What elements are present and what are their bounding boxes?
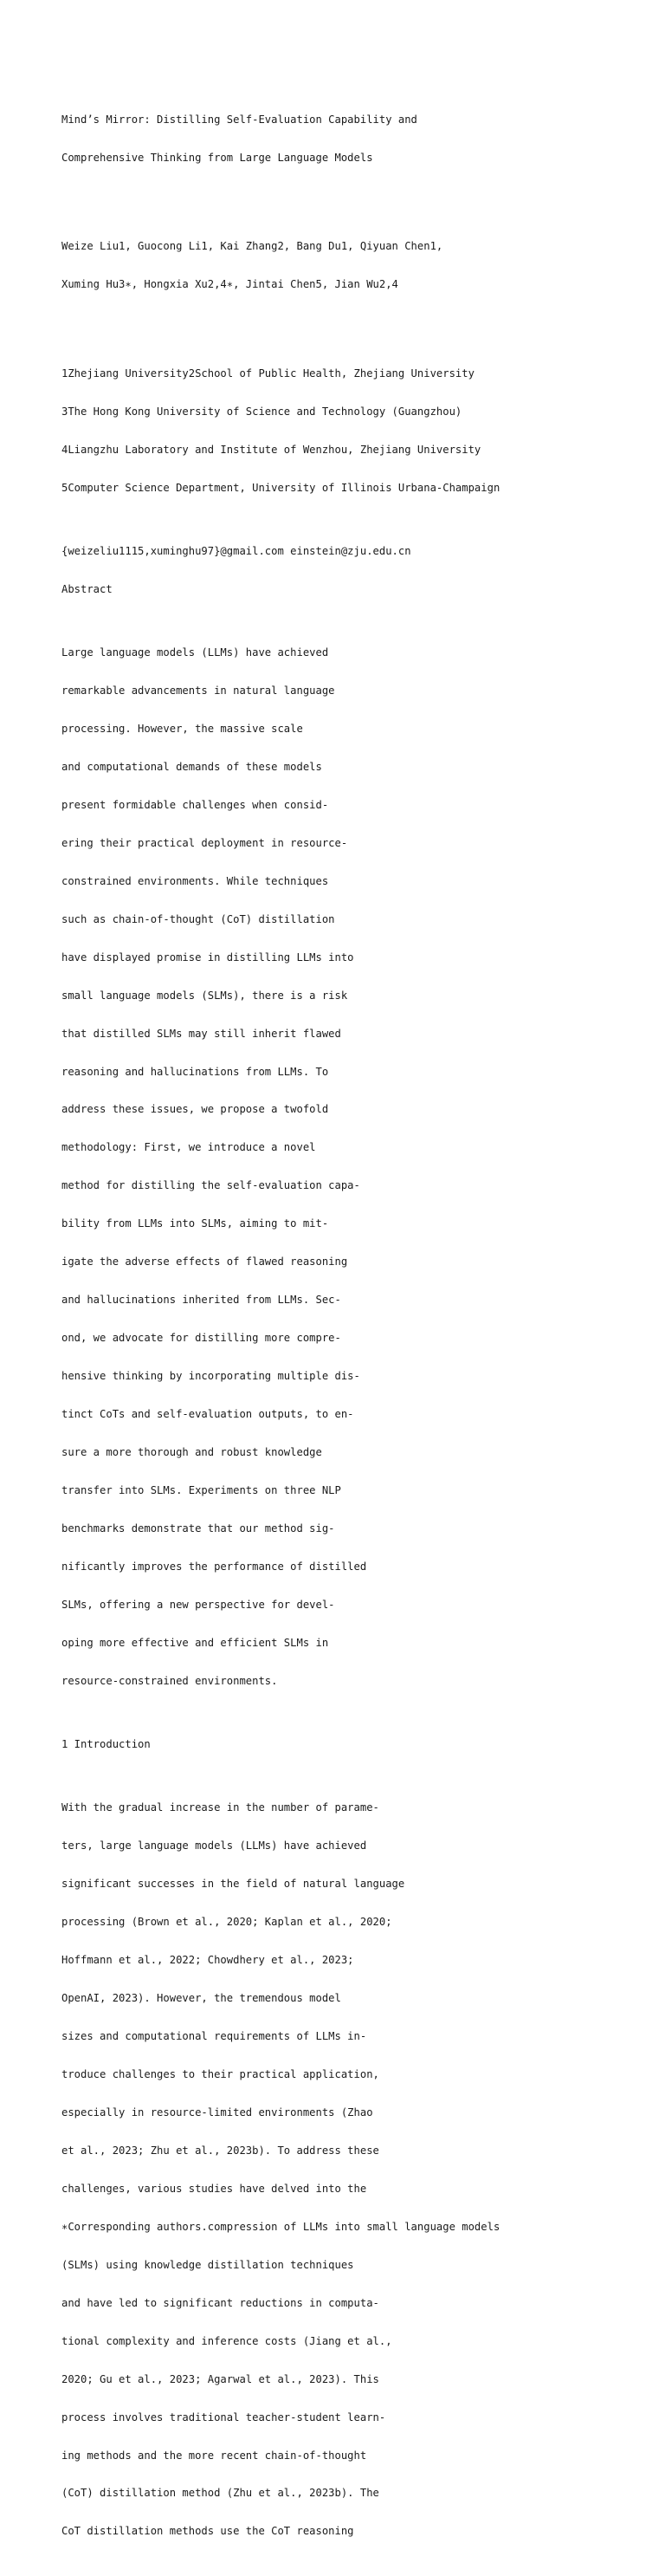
abstract-line: constrained environments. While techniques (61, 874, 329, 887)
abstract-line: benchmarks demonstrate that our method sig- (61, 1522, 335, 1535)
intro-line: 2020; Gu et al., 2023; Agarwal et al., 2023). This (61, 2372, 379, 2385)
abstract-line: sure a more thorough and robust knowledge (61, 1446, 322, 1459)
abstract-line: SLMs, offering a new perspective for devel- (61, 1598, 335, 1611)
section-heading-introduction: 1 Introduction (61, 1738, 151, 1751)
intro-line: ters, large language models (LLMs) have achieved (61, 1840, 367, 1853)
abstract-line: that distilled SLMs may still inherit flawed (61, 1027, 341, 1040)
intro-line: sizes and computational requirements of LLMs in- (61, 2030, 367, 2043)
abstract-line: ering their practical deployment in resource- (61, 836, 348, 849)
intro-line: OpenAI, 2023). However, the tremendous model (61, 1992, 341, 2005)
intro-line: et al., 2023; Zhu et al., 2023b). To address these (61, 2144, 379, 2157)
title-line: Comprehensive Thinking from Large Language Models (61, 151, 373, 164)
author-emails: {weizeliu1115,xuminghu97}@gmail.com einstein@zju.edu.cn (61, 544, 411, 557)
abstract-line: hensive thinking by incorporating multiple dis- (61, 1370, 360, 1383)
abstract-line: such as chain-of-thought (CoT) distillation (61, 912, 335, 925)
intro-line: process involves traditional teacher-student learn- (61, 2411, 386, 2424)
intro-line: challenges, various studies have delved into the (61, 2182, 367, 2195)
abstract-body (61, 621, 650, 1713)
abstract-line: transfer into SLMs. Experiments on three NLP (61, 1484, 341, 1496)
abstract-line: small language models (SLMs), there is a risk (61, 989, 348, 1002)
abstract-line: remarkable advancements in natural language (61, 684, 335, 697)
abstract-line: bility from LLMs into SLMs, aiming to mit- (61, 1217, 329, 1230)
abstract-line: method for distilling the self-evaluation capa- (61, 1179, 360, 1192)
author-line: Weize Liu1, Guocong Li1, Kai Zhang2, Bang Du1, Qiyuan Chen1, (61, 240, 443, 253)
abstract-line: processing. However, the massive scale (61, 722, 303, 735)
affiliation-line: 4Liangzhu Laboratory and Institute of Wenzhou, Zhejiang University (61, 443, 481, 456)
author-line: Xuming Hu3∗, Hongxia Xu2,4∗, Jintai Chen5, Jian Wu2,4 (61, 278, 398, 291)
abstract-line: oping more effective and efficient SLMs in (61, 1636, 329, 1649)
abstract-line: resource-constrained environments. (61, 1674, 278, 1687)
abstract-line: tinct CoTs and self-evaluation outputs, to en- (61, 1408, 354, 1421)
affiliation-line: 1Zhejiang University2School of Public Health, Zhejiang University (61, 367, 475, 380)
paper-page (61, 62, 650, 2576)
intro-line: (SLMs) using knowledge distillation techniques (61, 2258, 354, 2271)
intro-line: tional complexity and inference costs (Jiang et al., (61, 2334, 392, 2347)
abstract-line: present formidable challenges when consid- (61, 798, 329, 811)
abstract-heading: Abstract (61, 582, 113, 595)
intro-line: troduce challenges to their practical application, (61, 2067, 379, 2080)
affiliation-line: 5Computer Science Department, University of Illinois Urbana-Champaign (61, 481, 500, 494)
title-line: Mind’s Mirror: Distilling Self-Evaluation Capability and (61, 113, 417, 126)
paper-title (61, 88, 650, 189)
intro-line: Hoffmann et al., 2022; Chowdhery et al., 2023; (61, 1954, 354, 1967)
abstract-line: and hallucinations inherited from LLMs. Sec- (61, 1294, 341, 1307)
abstract-line: have displayed promise in distilling LLMs into (61, 951, 354, 964)
abstract-line: nificantly improves the performance of distilled (61, 1560, 367, 1573)
abstract-line: Large language models (LLMs) have achieved (61, 646, 329, 659)
introduction-body (61, 1776, 650, 2563)
intro-line: and have led to significant reductions in computa- (61, 2296, 379, 2309)
abstract-line: and computational demands of these models (61, 760, 322, 773)
intro-line: processing (Brown et al., 2020; Kaplan et al., 2020; (61, 1916, 392, 1929)
abstract-line: methodology: First, we introduce a novel (61, 1141, 316, 1154)
intro-line: significant successes in the field of natural language (61, 1878, 405, 1891)
intro-line: especially in resource-limited environments (Zhao (61, 2106, 373, 2119)
abstract-line: ond, we advocate for distilling more compre- (61, 1332, 341, 1345)
intro-line: ∗Corresponding authors.compression of LLMs into small language models (61, 2220, 500, 2233)
abstract-line: igate the adverse effects of flawed reasoning (61, 1256, 348, 1269)
abstract-line: reasoning and hallucinations from LLMs. To (61, 1065, 329, 1078)
affiliation-line: 3The Hong Kong University of Science and Technology (Guangzhou) (61, 405, 462, 418)
intro-line: CoT distillation methods use the CoT reasoning (61, 2525, 354, 2538)
intro-line: With the gradual increase in the number of parame- (61, 1801, 379, 1814)
affiliation-list (61, 341, 650, 519)
intro-line: ing methods and the more recent chain-of-thought (61, 2449, 367, 2462)
intro-line: (CoT) distillation method (Zhu et al., 2023b). The (61, 2487, 379, 2500)
abstract-line: address these issues, we propose a twofold (61, 1103, 329, 1116)
author-list (61, 215, 650, 316)
